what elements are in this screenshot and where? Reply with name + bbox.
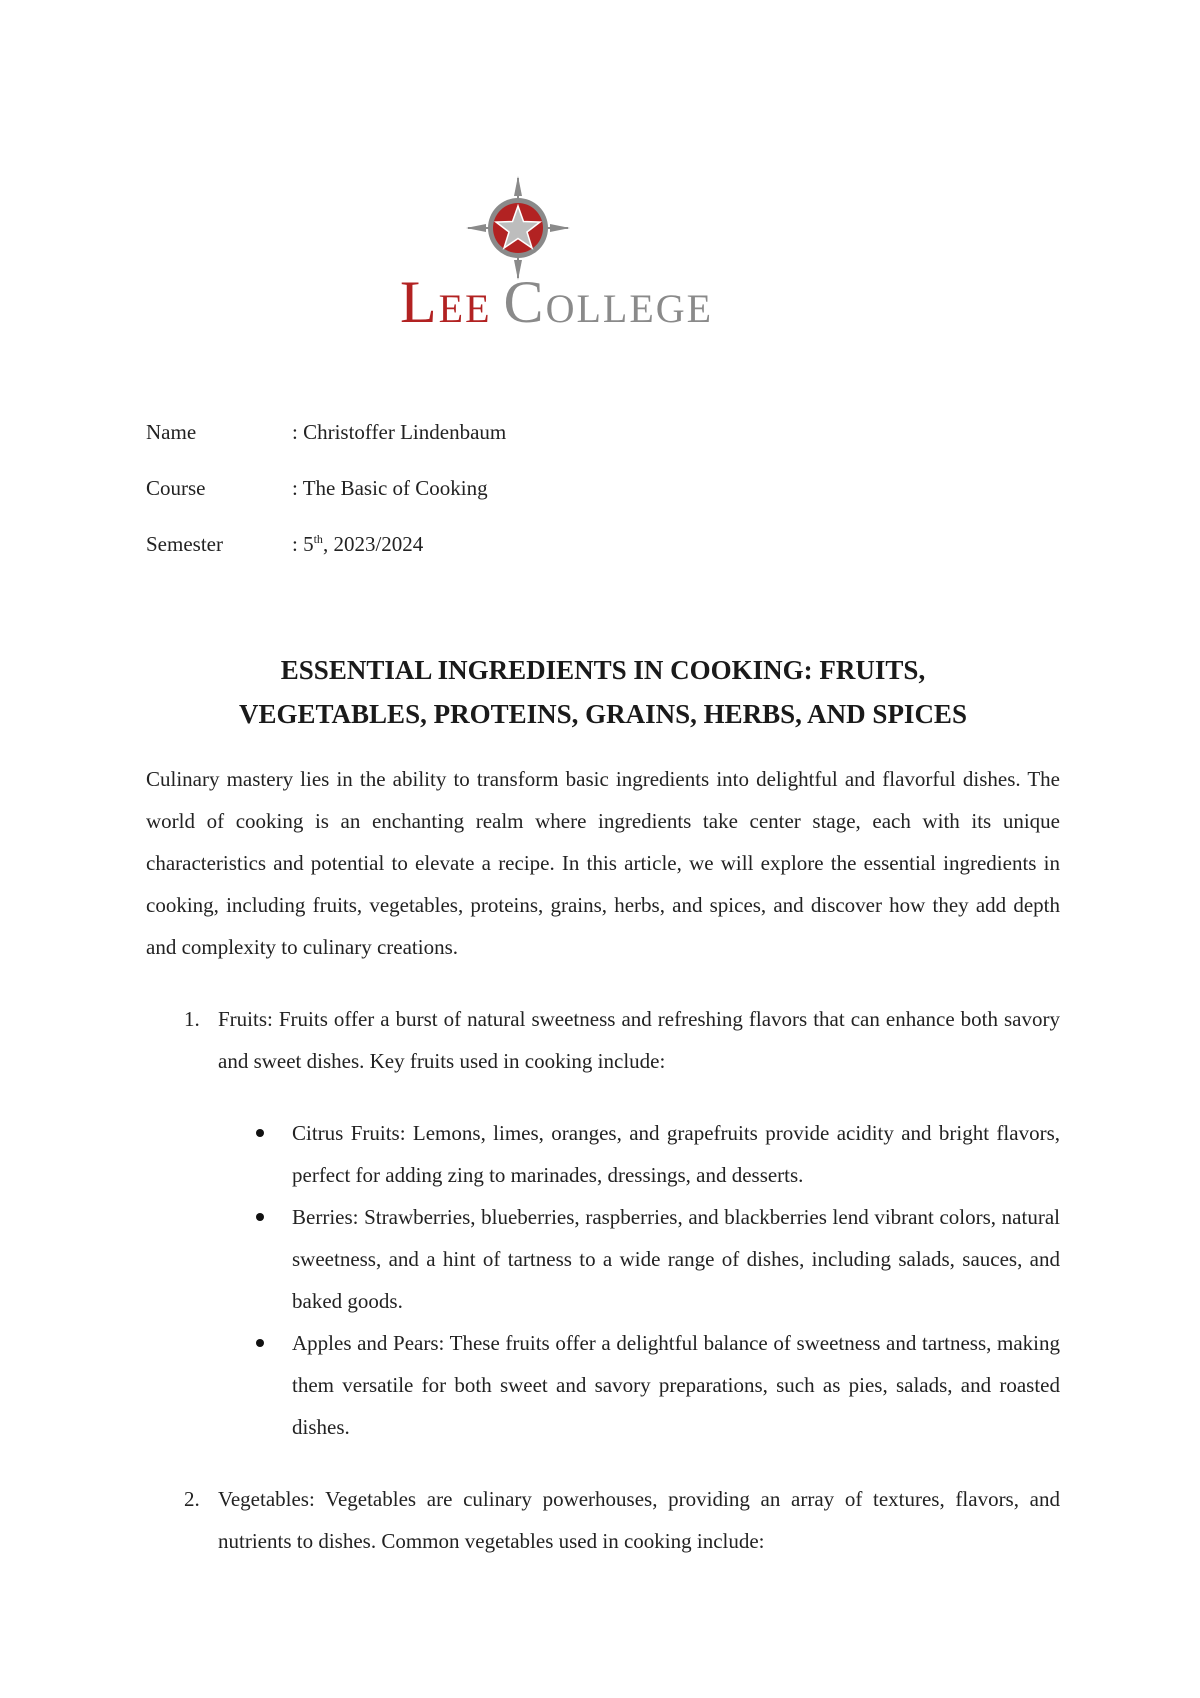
semester-number: : 5 bbox=[292, 532, 314, 556]
intro-paragraph: Culinary mastery lies in the ability to transform basic ingredients into delightful and flavorful dishes. The world of cooking is an enchanting realm where ingredients take center stage, each with its unique characteristics and potential to elevate a recipe. In this article, we will explore the essential ingredients in cooking, including fruits, vegetables, proteins, grains, herbs, and spices, and discover how they add depth and complexity to culinary creations. bbox=[146, 767, 1060, 959]
info-label: Course bbox=[146, 476, 206, 500]
info-row-name bbox=[146, 420, 506, 476]
bullet-icon bbox=[256, 1129, 264, 1137]
list-number: 1. bbox=[184, 1007, 200, 1031]
bullet-item bbox=[146, 1112, 1060, 1196]
fruit-bullet-list bbox=[146, 1112, 1060, 1448]
bullet-icon bbox=[256, 1339, 264, 1347]
info-value: : Christoffer Lindenbaum bbox=[292, 420, 507, 444]
list-item-text: Vegetables: Vegetables are culinary powerhouses, providing an array of textures, flavors, and nutrients to dishes. Common vegetables used in cooking include: bbox=[218, 1487, 1060, 1553]
info-value: : The Basic of Cooking bbox=[292, 476, 488, 500]
document-title bbox=[146, 648, 1060, 736]
list-item-text: Fruits: Fruits offer a burst of natural sweetness and refreshing flavors that can enhance both savory and sweet dishes. Key fruits used in cooking include: bbox=[218, 1007, 1060, 1073]
title-line: VEGETABLES, PROTEINS, GRAINS, HERBS, AND SPICES bbox=[239, 699, 967, 729]
semester-ordinal: th bbox=[313, 532, 323, 546]
document-body bbox=[146, 758, 1060, 1592]
bullet-text: Citrus Fruits: Lemons, limes, oranges, and grapefruits provide acidity and bright flavors, perfect for adding zing to marinades, dressings, and desserts. bbox=[292, 1121, 1060, 1187]
logo-text-lee: LEE bbox=[400, 269, 492, 335]
list-item-vegetables bbox=[146, 1478, 1060, 1562]
info-value bbox=[292, 532, 423, 557]
logo-wordmark bbox=[400, 268, 820, 338]
bullet-icon bbox=[256, 1213, 264, 1221]
list-number: 2. bbox=[184, 1487, 200, 1511]
info-row-course bbox=[146, 476, 506, 532]
semester-year: , 2023/2024 bbox=[322, 532, 424, 556]
college-logo bbox=[400, 176, 820, 336]
logo-text-college: COLLEGE bbox=[503, 269, 714, 335]
info-row-semester bbox=[146, 532, 506, 588]
list-item-fruits bbox=[146, 998, 1060, 1082]
bullet-text: Apples and Pears: These fruits offer a delightful balance of sweetness and tartness, making them versatile for both sweet and savory preparations, such as pies, salads, and roasted dishes. bbox=[292, 1331, 1060, 1439]
info-label: Semester bbox=[146, 532, 223, 556]
bullet-item bbox=[146, 1196, 1060, 1322]
student-info bbox=[146, 420, 506, 588]
bullet-text: Berries: Strawberries, blueberries, raspberries, and blackberries lend vibrant colors, natural sweetness, and a hint of tartness to a wide range of dishes, including salads, sauces, and baked goods. bbox=[292, 1205, 1060, 1313]
compass-star-icon bbox=[466, 176, 570, 280]
info-label: Name bbox=[146, 420, 197, 444]
bullet-item bbox=[146, 1322, 1060, 1448]
title-line: ESSENTIAL INGREDIENTS IN COOKING: FRUITS, bbox=[280, 655, 926, 685]
